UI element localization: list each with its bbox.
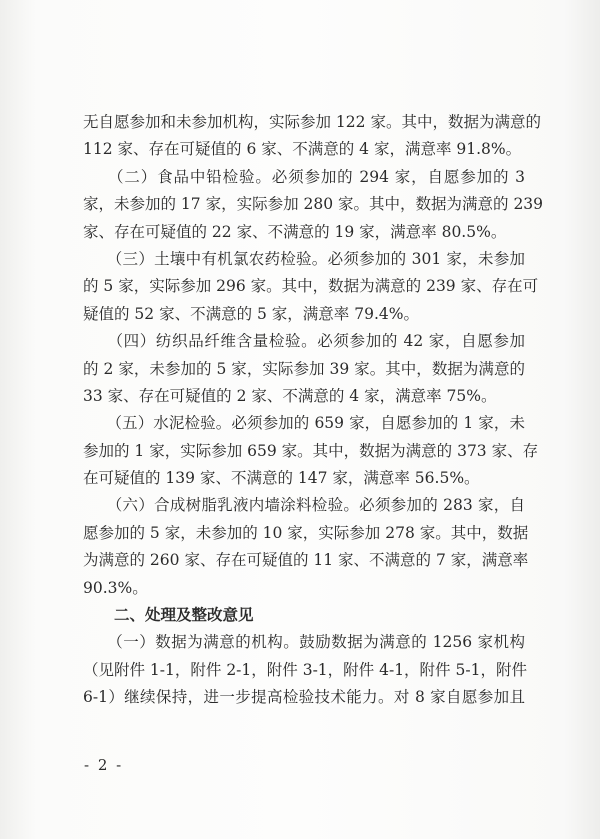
page-number: - 2 - bbox=[84, 756, 124, 774]
text-line: 为满意的 260 家、存在可疑值的 11 家、不满意的 7 家，满意率 bbox=[83, 551, 529, 570]
text-line: 家，未参加的 17 家，实际参加 280 家。其中，数据为满意的 239 bbox=[83, 195, 544, 214]
text-line: 112 家、存在可疑值的 6 家、不满意的 4 家，满意率 91.8%。 bbox=[83, 140, 522, 159]
paragraph bbox=[83, 109, 541, 164]
text-line: 无自愿参加和未参加机构，实际参加 122 家。其中，数据为满意的 bbox=[83, 113, 541, 131]
paragraph bbox=[83, 410, 539, 492]
document-body bbox=[83, 109, 544, 712]
text-line: 疑值的 52 家、不满意的 5 家，满意率 79.4%。 bbox=[83, 304, 419, 323]
text-line: 90.3%。 bbox=[83, 578, 148, 597]
text-line: 参加的 1 家，实际参加 659 家。其中，数据为满意的 373 家、存 bbox=[83, 441, 539, 460]
text-line: 在可疑值的 139 家、不满意的 147 家，满意率 56.5%。 bbox=[83, 469, 480, 488]
text-line: （三）土壤中有机氯农药检验。必须参加的 301 家，未参加 bbox=[83, 249, 525, 268]
text-line: 的 5 家，实际参加 296 家。其中，数据为满意的 239 家、存在可 bbox=[83, 277, 539, 296]
text-line: （四）纺织品纤维含量检验。必须参加的 42 家，自愿参加 bbox=[83, 332, 525, 351]
text-line: 6-1）继续保持，进一步提高检验技术能力。对 8 家自愿参加且 bbox=[83, 688, 525, 707]
text-line: 的 2 家，未参加的 5 家，实际参加 39 家。其中，数据为满意的 bbox=[83, 359, 525, 378]
paragraph bbox=[83, 246, 539, 328]
paragraph bbox=[83, 629, 525, 711]
text-line: 33 家、存在可疑值的 2 家、不满意的 4 家，满意率 75%。 bbox=[83, 386, 497, 405]
text-line: （二）食品中铅检验。必须参加的 294 家，自愿参加的 3 bbox=[83, 167, 525, 186]
measures-paragraphs bbox=[83, 629, 525, 711]
section-heading: 二、处理及整改意见 bbox=[114, 606, 254, 625]
paragraph bbox=[83, 164, 544, 246]
paragraph bbox=[83, 328, 525, 410]
text-line: （一）数据为满意的机构。鼓励数据为满意的 1256 家机构 bbox=[83, 633, 525, 652]
text-line: （见附件 1-1，附件 2-1，附件 3-1，附件 4-1，附件 5-1，附件 bbox=[83, 660, 527, 679]
text-line: 愿参加的 5 家，未参加的 10 家，实际参加 278 家。其中，数据 bbox=[83, 523, 529, 542]
text-line: （五）水泥检验。必须参加的 659 家，自愿参加的 1 家，未 bbox=[83, 414, 525, 433]
paragraph bbox=[83, 492, 529, 602]
text-line: 家、存在可疑值的 22 家、不满意的 19 家，满意率 80.5%。 bbox=[83, 222, 507, 241]
results-paragraphs bbox=[83, 109, 544, 602]
text-line: （六）合成树脂乳液内墙涂料检验。必须参加的 283 家，自 bbox=[83, 496, 525, 515]
